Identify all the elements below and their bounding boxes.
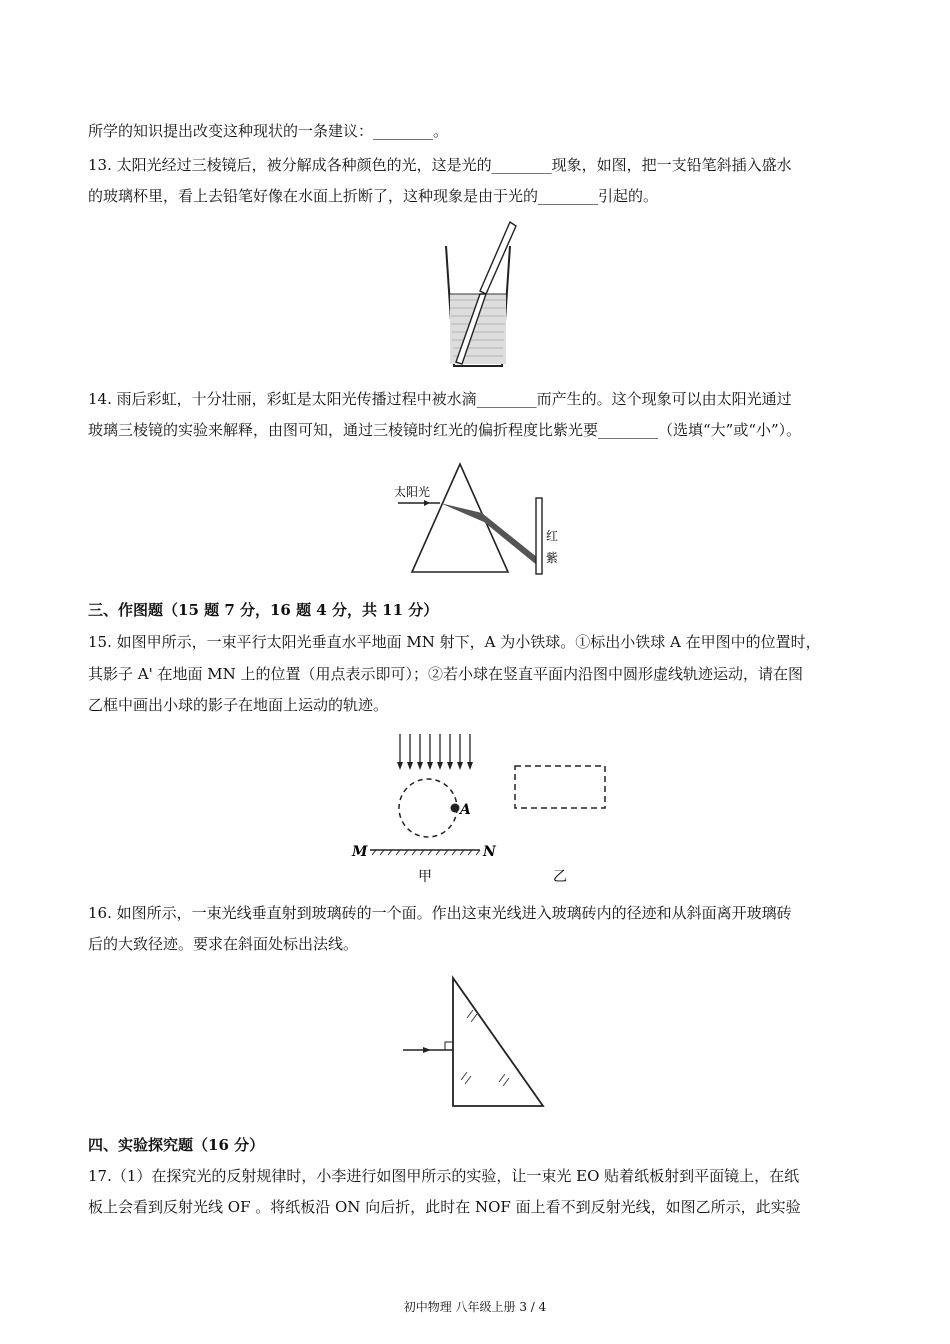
ball-a-label: A — [460, 802, 471, 818]
q15-line-3: 乙框中画出小球的影子在地面上运动的轨迹。 — [88, 696, 389, 714]
q14-line-2: 玻璃三棱镜的实验来解释，由图可知，通过三棱镜时红光的偏折程度比紫光要________（选填“大”或“小”）。 — [88, 421, 802, 439]
q13-line-2: 的玻璃杯里，看上去铅笔好像在水面上折断了，这种现象是由于光的________引起的。 — [88, 187, 659, 205]
page-footer: 初中物理 八年级上册 3 / 4 — [403, 1300, 547, 1314]
q14-red-label: 红 — [546, 529, 559, 543]
q17-line-2: 板上会看到反射光线 OF 。将纸板沿 ON 向后折，此时在 NOF 面上看不到反射光线，如图乙所示，此实验 — [88, 1198, 801, 1216]
q16-line-1: 16. 如图所示，一束光线垂直射到玻璃砖的一个面。作出这束光线进入玻璃砖内的径迹和从斜面离开玻璃砖 — [88, 904, 792, 922]
answer-box-yi — [515, 766, 605, 808]
ground-n-label: N — [483, 844, 496, 860]
q17-line-1: 17.（1）在探究光的反射规律时，小李进行如图甲所示的实验，让一束光 EO 贴着纸板射到平面镜上，在纸 — [88, 1167, 800, 1185]
label-jia: 甲 — [418, 869, 432, 885]
q14-sunlight-label: 太阳光 — [394, 485, 431, 499]
q16-line-2: 后的大致径迹。要求在斜面处标出法线。 — [88, 935, 359, 953]
q14-line-1: 14. 雨后彩虹，十分壮丽，彩虹是太阳光传播过程中被水滴________而产生的。这个现象可以由太阳光通过 — [88, 390, 792, 408]
sunlight-arrows — [400, 734, 470, 764]
section-4-heading: 四、实验探究题（16 分） — [88, 1136, 265, 1154]
q15-figure — [340, 724, 620, 889]
q13-glass-pencil-figure — [440, 218, 520, 370]
q15-line-2: 其影子 A' 在地面 MN 上的位置（用点表示即可）；②若小球在竖直平面内沿图中圆形虚线轨迹运动，请在图 — [88, 665, 804, 683]
section-3-heading: 三、作图题（15 题 7 分，16 题 4 分，共 11 分） — [88, 601, 439, 619]
text-line-1: 所学的知识提出改变这种现状的一条建议：________。 — [88, 122, 449, 140]
q16-glass-brick-figure — [395, 972, 555, 1112]
label-yi: 乙 — [553, 869, 567, 885]
q15-line-1: 15. 如图甲所示，一束平行太阳光垂直水平地面 MN 射下，A 为小铁球。①标出小铁球 A 在甲图中的位置时， — [88, 633, 821, 651]
q14-purple-label: 紫 — [546, 551, 559, 565]
dashed-orbit-circle — [399, 779, 457, 837]
q13-line-1: 13. 太阳光经过三棱镜后，被分解成各种颜色的光，这是光的________现象，如图，把一支铅笔斜插入盛水 — [88, 156, 792, 174]
ground-m-label: M — [352, 844, 368, 860]
iron-ball-a — [451, 804, 460, 813]
q14-prism-figure — [390, 460, 570, 580]
